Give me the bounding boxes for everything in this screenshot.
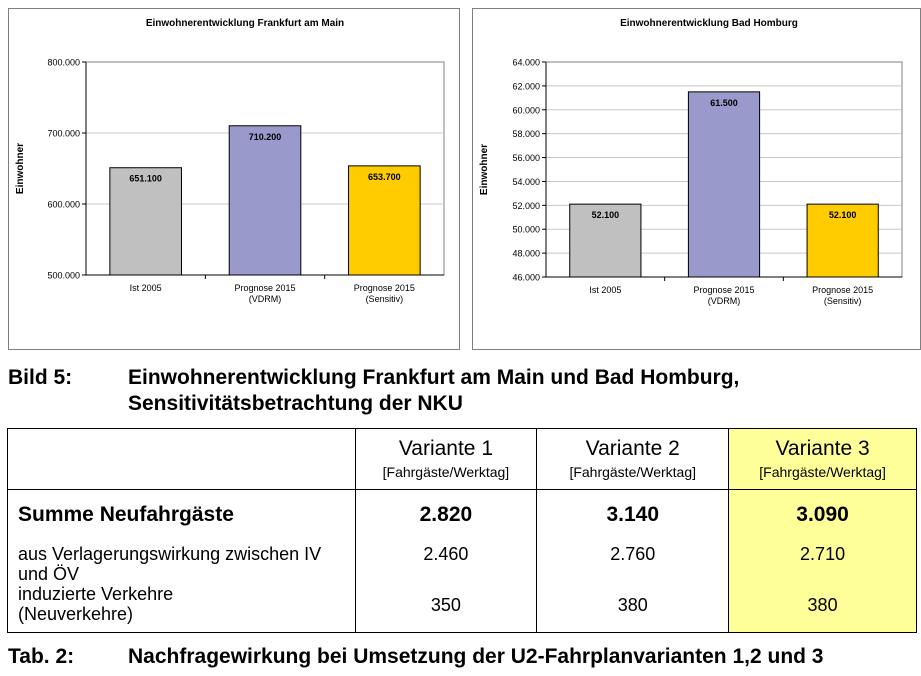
table-body-row — [8, 490, 917, 633]
y-tick-label: 600.000 — [47, 199, 80, 210]
bar — [688, 92, 759, 277]
column-header-unit: [Fahrgäste/Werktag] — [759, 464, 886, 480]
table-caption — [8, 644, 918, 672]
chart-title: Einwohnerentwicklung Frankfurt am Main — [145, 18, 345, 29]
y-tick-label: 50.000 — [512, 224, 540, 235]
value-induced: 380 — [617, 595, 648, 615]
table-corner-cell — [8, 429, 356, 490]
column-header-name: Variante 2 — [585, 437, 680, 460]
chart-frankfurt — [9, 9, 459, 349]
y-tick-label: 56.000 — [512, 153, 540, 164]
chart-frankfurt-panel — [8, 8, 460, 350]
column-header-unit: [Fahrgäste/Werktag] — [382, 464, 510, 480]
row-labels-cell — [8, 490, 356, 633]
figure-caption — [8, 365, 918, 417]
row-label-induced-1: induzierte Verkehre — [18, 584, 174, 604]
table-header-row — [8, 429, 917, 490]
figure-caption-line-2: Sensitivitätsbetrachtung der NKU — [128, 392, 463, 415]
y-tick-label: 800.000 — [47, 57, 80, 68]
y-tick-label: 60.000 — [512, 105, 540, 116]
x-tick-label: Ist 2005 — [589, 285, 622, 295]
column-header-variante-1 — [355, 429, 537, 490]
figure-number: Bild 5: — [8, 366, 73, 389]
row-label-induced-2: (Neuverkehre) — [18, 604, 134, 624]
x-tick-label: Prognose 2015 — [812, 285, 874, 295]
y-tick-label: 500.000 — [47, 270, 80, 281]
x-tick-label: Prognose 2015 — [693, 285, 755, 295]
table-number: Tab. 2: — [8, 645, 75, 668]
x-tick-label: (Sensitiv) — [365, 294, 404, 304]
y-tick-label: 64.000 — [512, 57, 540, 68]
value-total: 3.140 — [606, 503, 660, 526]
y-tick-label: 48.000 — [512, 248, 540, 259]
column-header-variante-3 — [729, 429, 917, 490]
row-label-total: Summe Neufahrgäste — [18, 503, 234, 526]
x-tick-label: (VDRM) — [248, 294, 282, 304]
bar — [349, 166, 421, 275]
value-shift: 2.710 — [800, 544, 846, 564]
x-tick-label: Prognose 2015 — [353, 283, 415, 293]
value-induced: 350 — [430, 595, 461, 615]
data-label: 651.100 — [129, 173, 162, 184]
value-shift: 2.760 — [610, 544, 656, 564]
y-tick-label: 46.000 — [512, 272, 540, 283]
column-header-name: Variante 3 — [775, 437, 870, 460]
value-total: 3.090 — [796, 503, 849, 526]
value-shift: 2.460 — [423, 544, 469, 564]
bar — [110, 168, 182, 275]
x-tick-label: Prognose 2015 — [234, 283, 296, 293]
x-tick-label: (Sensitiv) — [823, 296, 862, 306]
y-axis-label: Einwohner — [479, 143, 490, 196]
x-tick-label: Ist 2005 — [129, 283, 162, 293]
data-label: 653.700 — [368, 171, 401, 182]
data-label: 52.100 — [591, 210, 620, 221]
row-label-shift-2: und ÖV — [18, 564, 80, 584]
y-tick-label: 52.000 — [512, 200, 540, 211]
figure-caption-line-1: Einwohnerentwicklung Frankfurt am Main und Bad Homburg, — [128, 366, 740, 389]
values-variante-3 — [729, 490, 917, 633]
chart-title: Einwohnerentwicklung Bad Homburg — [620, 18, 798, 29]
x-tick-label: (VDRM) — [707, 296, 741, 306]
column-header-unit: [Fahrgäste/Werktag] — [569, 464, 697, 480]
chart-bad-homburg — [473, 9, 920, 349]
chart-bad-homburg-panel — [472, 8, 921, 350]
y-tick-label: 58.000 — [512, 129, 540, 140]
table-caption-text: Nachfragewirkung bei Umsetzung der U2-Fahrplanvarianten 1,2 und 3 — [128, 645, 824, 668]
bar — [229, 126, 301, 275]
data-label: 710.200 — [248, 131, 282, 142]
data-label: 61.500 — [710, 97, 738, 108]
y-axis-label: Einwohner — [15, 142, 26, 195]
data-label: 52.100 — [828, 210, 857, 221]
values-variante-1 — [355, 490, 537, 633]
values-variante-2 — [537, 490, 729, 633]
value-total: 2.820 — [419, 503, 473, 526]
y-tick-label: 62.000 — [512, 81, 540, 92]
y-tick-label: 54.000 — [512, 176, 540, 187]
y-tick-label: 700.000 — [47, 128, 80, 139]
column-header-variante-2 — [537, 429, 729, 490]
row-label-shift-1: aus Verlagerungswirkung zwischen IV — [18, 544, 322, 564]
value-induced: 380 — [807, 595, 838, 615]
ridership-table — [7, 428, 917, 633]
column-header-name: Variante 1 — [398, 437, 493, 460]
